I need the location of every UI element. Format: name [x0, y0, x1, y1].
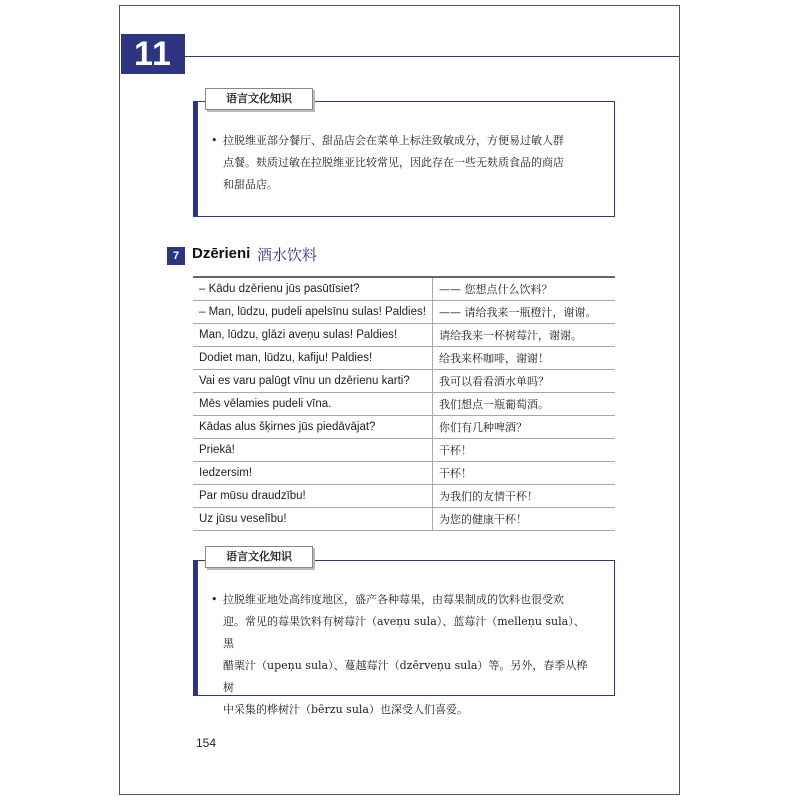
latvian-phrase: Uz jūsu veselību!	[193, 508, 432, 531]
note-line: 醋栗汁（upeņu sula）、蔓越莓汁（dzērveņu sula）等。另外，春季从桦树	[223, 659, 588, 694]
latvian-phrase: – Man, lūdzu, pudeli apelsīnu sulas! Paldies!	[193, 301, 432, 324]
chinese-translation: 你们有几种啤酒？	[432, 416, 615, 439]
chapter-rule	[185, 56, 679, 57]
table-row	[193, 416, 615, 439]
table-row	[193, 277, 615, 301]
note-line: 点餐。麸质过敏在拉脱维亚比较常见，因此存在一些无麸质食品的商店	[223, 156, 564, 169]
note-accent-bar	[193, 102, 198, 216]
table-row	[193, 485, 615, 508]
phrase-table	[193, 276, 615, 531]
note-line: 和甜品店。	[223, 178, 278, 191]
culture-note-text-1	[211, 130, 592, 196]
culture-note-text-2	[211, 589, 592, 721]
table-row	[193, 324, 615, 347]
table-row	[193, 439, 615, 462]
table-row	[193, 393, 615, 416]
latvian-phrase: – Kādu dzērienu jūs pasūtīsiet?	[193, 277, 432, 301]
table-row	[193, 301, 615, 324]
chinese-translation: —— 请给我来一瓶橙汁，谢谢。	[432, 301, 615, 324]
latvian-phrase: Par mūsu draudzību!	[193, 485, 432, 508]
chinese-translation: 我可以看看酒水单吗？	[432, 370, 615, 393]
section-title-chinese: 酒水饮料	[257, 246, 318, 264]
chapter-number-badge: 11	[121, 34, 185, 74]
culture-note-tab-1: 语言文化知识	[205, 88, 313, 110]
latvian-phrase: Priekā!	[193, 439, 432, 462]
chinese-translation: 请给我来一杯树莓汁，谢谢。	[432, 324, 615, 347]
note-line: 拉脱维亚地处高纬度地区，盛产各种莓果，由莓果制成的饮料也很受欢	[223, 593, 564, 606]
note-line: 中采集的桦树汁（bērzu sula）也深受人们喜爱。	[223, 703, 468, 716]
bullet-icon: •	[211, 593, 218, 606]
culture-note-tab-2: 语言文化知识	[205, 546, 313, 568]
chinese-translation: 给我来杯咖啡，谢谢！	[432, 347, 615, 370]
table-row	[193, 508, 615, 531]
bullet-icon: •	[211, 134, 218, 147]
note-line: 迎。常见的莓果饮料有树莓汁（aveņu sula）、蓝莓汁（melleņu sula）、黑	[223, 615, 585, 650]
culture-note-box-2	[193, 560, 615, 716]
table-row	[193, 347, 615, 370]
latvian-phrase: Iedzersim!	[193, 462, 432, 485]
latvian-phrase: Vai es varu palūgt vīnu un dzērienu karti?	[193, 370, 432, 393]
latvian-phrase: Dodiet man, lūdzu, kafiju! Paldies!	[193, 347, 432, 370]
chinese-translation: 干杯！	[432, 439, 615, 462]
latvian-phrase: Kādas alus šķirnes jūs piedāvājat?	[193, 416, 432, 439]
chinese-translation: —— 您想点什么饮料？	[432, 277, 615, 301]
section-title: Dzērieni	[192, 245, 251, 262]
note-accent-bar	[193, 561, 198, 695]
latvian-phrase: Man, lūdzu, glāzi aveņu sulas! Paldies!	[193, 324, 432, 347]
latvian-phrase: Mēs vēlamies pudeli vīna.	[193, 393, 432, 416]
chinese-translation: 我们想点一瓶葡萄酒。	[432, 393, 615, 416]
chinese-translation: 为我们的友情干杯！	[432, 485, 615, 508]
table-row	[193, 370, 615, 393]
section-number: 7	[167, 247, 185, 265]
page-number: 154	[196, 736, 217, 750]
note-line: 拉脱维亚部分餐厅、甜品店会在菜单上标注致敏成分，方便易过敏人群	[223, 134, 564, 147]
table-row	[193, 462, 615, 485]
chinese-translation: 为您的健康干杯！	[432, 508, 615, 531]
culture-note-box-1	[193, 101, 615, 217]
chinese-translation: 干杯！	[432, 462, 615, 485]
